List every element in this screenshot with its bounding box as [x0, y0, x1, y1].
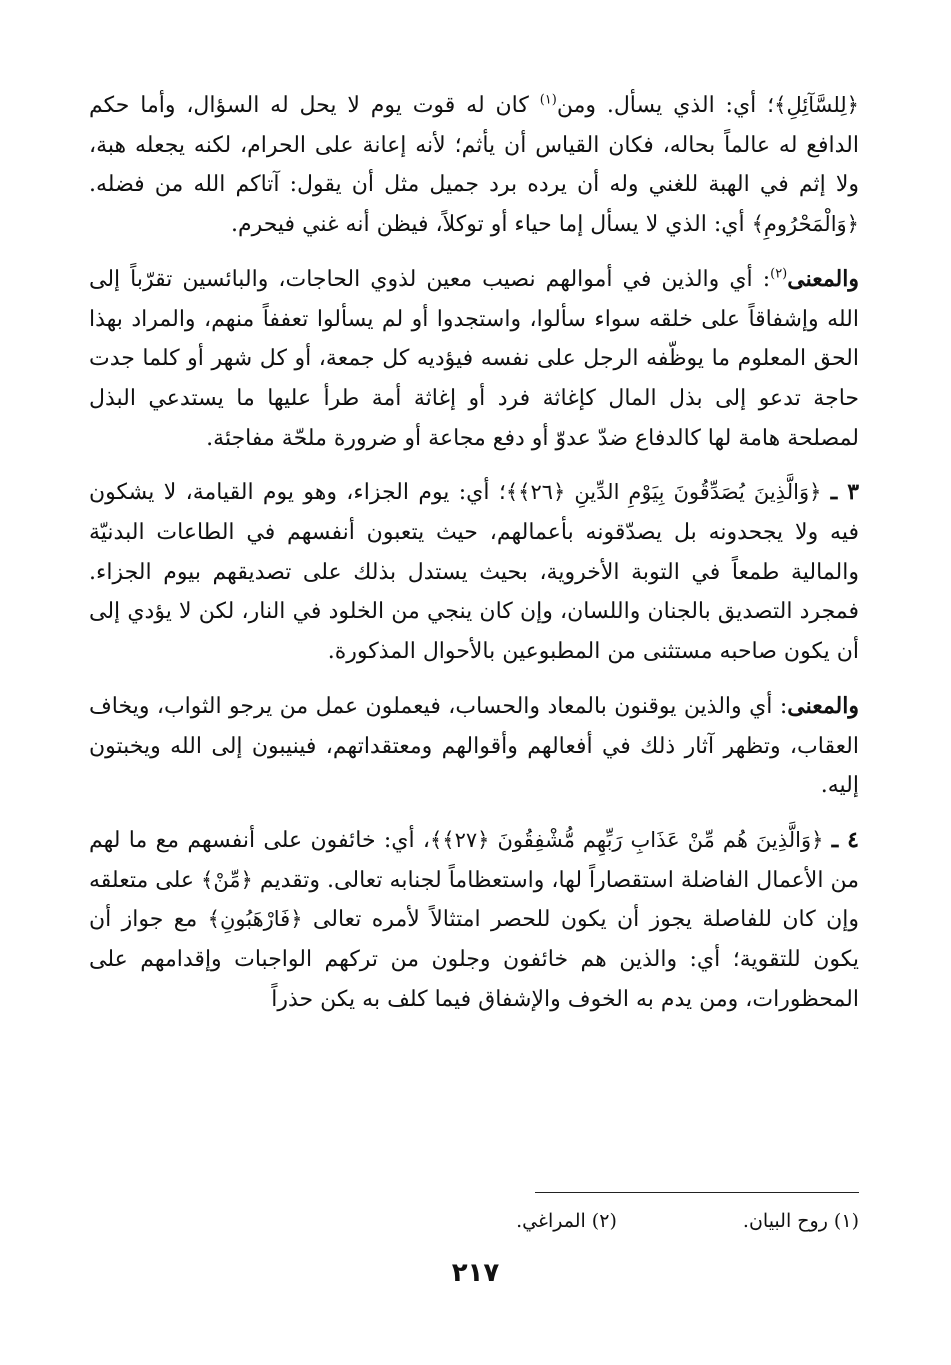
text-run: ، أي: خائفون على أنفسهم مع ما لهم من الأعمال الفاضلة استقصاراً لها، واستعظاماً لجنابه تعالى. وتقديم [89, 827, 860, 893]
page-number: ٢١٧ [451, 1258, 500, 1288]
quran-quote: ﴿وَالَّذِينَ هُم مِّنْ عَذَابِ رَبِّهِم مُّشْفِقُونَ ﴿٢٧﴾﴾ [429, 827, 824, 852]
text-run: ؛ أي: يوم الجزاء، وهو يوم القيامة، لا يشكون فيه ولا يجحدونه بل يصدّقونه بأعمالهم، حيث يتعبون أنفسهم في الطاعات البدنيّة والمالية طمعاً في التوبة الأخروية، بحيث يستدل بذلك على تصديقهم بيوم الجزاء. فمجرد التصديق بالجنان واللسان، وإن كان ينجي من الخلود في النار، لكن لا يؤدي إلى أن يكون صاحبه مستثنى من المطبوعين بالأحوال المذكورة. [89, 480, 859, 665]
footnote-1: (١) روح البيان. [742, 1210, 859, 1232]
footnote-divider [535, 1192, 859, 1193]
text-run: مع جواز أن يكون للتقوية؛ أي: والذين هم خائفون وجلون من تركهم الواجبات وإقدامهم على المحظورات، ومن يدم به الخوف والإشفاق فيما كلف به يكن حذراً [89, 907, 859, 1012]
quran-quote: ﴿فَارْهَبُونِ﴾ [207, 907, 303, 932]
quran-quote: ﴿وَالَّذِينَ يُصَدِّقُونَ بِيَوْمِ الدِّينِ ﴿٢٦﴾﴾ [505, 480, 822, 505]
footnotes [89, 1206, 859, 1236]
text-run: : أي والذين يوقنون بالمعاد والحساب، فيعملون عمل من يرجو الثواب، ويخاف العقاب، وتظهر آثار ذلك في أفعالهم وأقوالهم ومعتقداتهم، فينيبون إلى الله ويخبتون إليه. [89, 693, 859, 799]
paragraph-3 [89, 473, 859, 672]
text-run: : أي والذين في أموالهم نصيب معين لذوي الحاجات، والبائسين تقرّباً إلى الله وإشفاقاً على خلقه سواء سألوا، واستجدوا أو لم يسألوا تعففاً منهم، والمراد بهذا الحق المعلوم ما يوظّفه الرجل على نفسه فيؤديه كل جمعة، أو كل شهر أو كلما جدت حاجة تدعو إلى بذل المال كإغاثة فرد أو إغاثة أمة طرأ عليها ما يستدعي البذل لمصلحة هامة لها كالدفاع ضدّ عدوّ أو دفع مجاعة أو ضرورة ملحّة مفاجئة. [89, 266, 859, 451]
quran-quote: ﴿مِّنْ﴾ [201, 867, 253, 892]
paragraph-4 [89, 687, 859, 806]
footnote-2: (٢) المراغي. [516, 1210, 617, 1232]
quran-quote: ﴿وَالْمَحْرُومِ﴾ [751, 212, 859, 237]
text-run: كان له قوت يوم لا يحل له السؤال، وأما حكم الدافع له عالماً بحاله، فكان القياس أن يأثم؛ لأنه إعانة على الحرام، لكنه يجعله هبة، ولا إثم في الهبة للغني وله أن يرده برد جميل مثل أن يقول: آتاكم الله من فضله. [89, 93, 860, 198]
text-run: أي: الذي لا يسأل إما حياء أو توكلاً، فيظن أنه غني فيحرم. [230, 212, 752, 238]
meaning-label: والمعنى [787, 265, 859, 292]
paragraph-1 [89, 86, 859, 245]
paragraph-5 [89, 821, 859, 1020]
footnote-marker: (٢) [770, 266, 788, 282]
text-run: ؛ أي: الذي يسأل. ومن [556, 93, 775, 118]
quran-quote: ﴿لِلسَّآئِلِ﴾ [774, 93, 859, 117]
item-number: ٣ ـ [830, 479, 860, 506]
text-run: على متعلقه وإن كان للفاصلة يجوز أن يكون للحصر امتثالاً لأمره تعالى [89, 867, 859, 933]
footnote-marker: (١) [539, 92, 557, 108]
item-number: ٤ ـ [831, 826, 859, 853]
main-text [89, 86, 859, 1034]
meaning-label: والمعنى [787, 692, 859, 719]
paragraph-2 [89, 260, 859, 459]
